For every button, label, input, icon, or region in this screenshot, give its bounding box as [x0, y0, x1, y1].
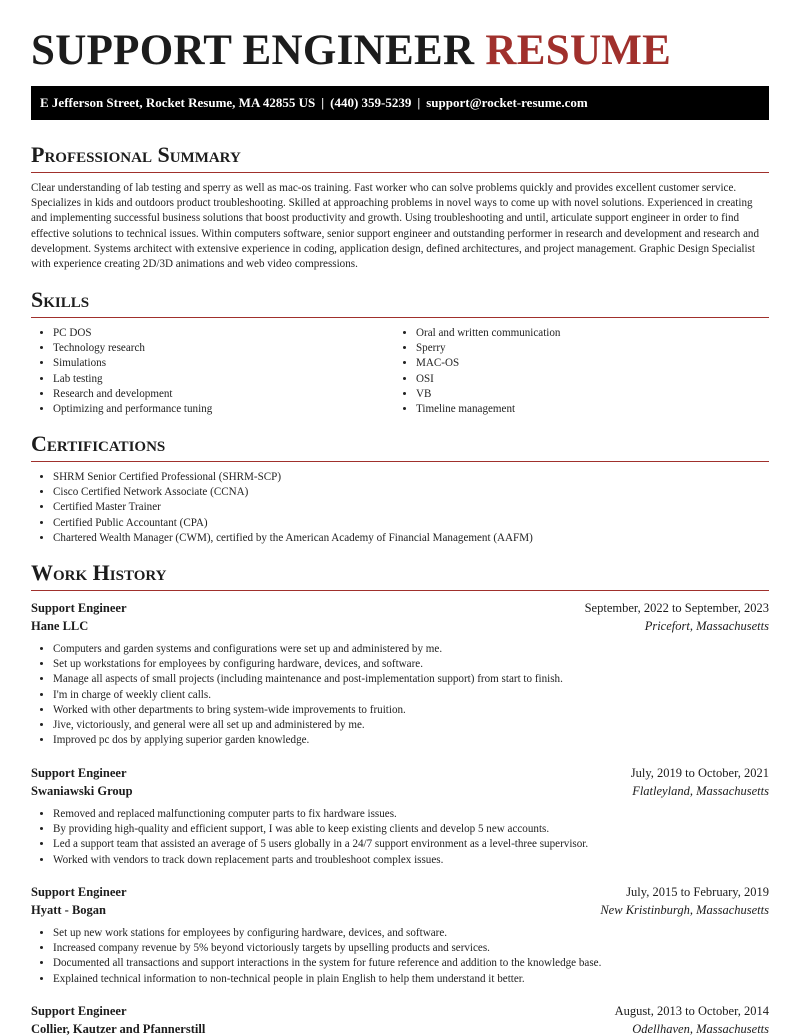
skills-heading: Skills — [31, 287, 90, 312]
job-company: Collier, Kautzer and Pfannerstill — [31, 1022, 206, 1035]
job-company: Hane LLC — [31, 619, 89, 633]
skills-list-right — [394, 326, 786, 417]
resume-title — [31, 26, 671, 76]
job-location: New Kristinburgh, Massachusetts — [600, 903, 769, 917]
skill-item: • Lab testing — [53, 372, 393, 387]
contact-phone: (440) 359-5239 — [330, 95, 412, 110]
skill-item: • Oral and written communication — [416, 326, 786, 341]
skill-item: • MAC-OS — [416, 356, 786, 371]
job-bullet: • Jive, victoriously, and general were all set up and administered by me. — [53, 718, 783, 733]
contact-bar — [31, 86, 769, 120]
job-title: Support Engineer — [31, 1004, 127, 1018]
job-bullet: • Improved pc dos by applying superior garden knowledge. — [53, 733, 783, 748]
contact-email[interactable]: support@rocket-resume.com — [426, 95, 588, 110]
job-company: Swaniawski Group — [31, 784, 133, 798]
resume-title-accent: RESUME — [485, 27, 672, 74]
section-divider — [31, 461, 769, 462]
skill-item: • Timeline management — [416, 402, 786, 417]
skill-item: • Technology research — [53, 341, 393, 356]
contact-address: E Jefferson Street, Rocket Resume, MA 42855 US — [40, 95, 316, 110]
job-dates: August, 2013 to October, 2014 — [614, 1004, 769, 1018]
summary-heading: Professional Summary — [31, 142, 241, 167]
job-title: Support Engineer — [31, 885, 127, 899]
work-history-heading: Work History — [31, 560, 167, 585]
job-bullet: • Worked with other departments to bring system-wide improvements to fruition. — [53, 703, 783, 718]
job-bullet: • Led a support team that assisted an average of 5 users globally in a 24/7 support environment as a level-three supervisor. — [53, 837, 783, 852]
section-divider — [31, 590, 769, 591]
job-location: Odellhaven, Massachusetts — [632, 1022, 769, 1035]
skill-item: • Sperry — [416, 341, 786, 356]
job-bullet: • Worked with vendors to track down replacement parts and troubleshoot complex issues. — [53, 853, 783, 868]
job-bullet: • Documented all transactions and support interactions in the system for future reference and addition to the knowledge base. — [53, 956, 783, 971]
job-bullet: • By providing high-quality and efficient support, I was able to keep existing clients and develop 5 new accounts. — [53, 822, 783, 837]
certification-item: • SHRM Senior Certified Professional (SHRM-SCP) — [53, 470, 773, 485]
job-dates: July, 2019 to October, 2021 — [630, 766, 769, 780]
certification-item: • Certified Master Trainer — [53, 500, 773, 515]
job-bullet: • Explained technical information to non-technical people in plain English to help them understand it better. — [53, 972, 783, 987]
job-title: Support Engineer — [31, 601, 127, 615]
job-bullet: • Manage all aspects of small projects (including maintenance and post-implementation support) from start to finish. — [53, 672, 783, 687]
contact-separator: | — [321, 95, 325, 110]
job-bullet: • Set up workstations for employees by configuring hardware, devices, and software. — [53, 657, 783, 672]
certifications-heading: Certifications — [31, 431, 166, 456]
job-bullet: • I'm in charge of weekly client calls. — [53, 688, 783, 703]
skill-item: • Research and development — [53, 387, 393, 402]
resume-title-main: SUPPORT ENGINEER — [31, 27, 475, 74]
skills-list-left — [31, 326, 393, 417]
certification-item: • Cisco Certified Network Associate (CCNA) — [53, 485, 773, 500]
skill-item: • PC DOS — [53, 326, 393, 341]
skill-item: • OSI — [416, 372, 786, 387]
job-dates: September, 2022 to September, 2023 — [584, 601, 769, 615]
job-title: Support Engineer — [31, 766, 127, 780]
section-divider — [31, 172, 769, 173]
certification-item: • Certified Public Accountant (CPA) — [53, 516, 773, 531]
job-bullet: • Set up new work stations for employees by configuring hardware, devices, and software. — [53, 926, 783, 941]
summary-text: Clear understanding of lab testing and sperry as well as mac-os training. Fast worker who can solve problems quickly and provides excellent customer service. Specializes in kids and outdoors product troubleshooting. Skilled at approaching problems in novel ways to come up with novel solutions. Experienced in creating and implementing successful business solutions that boost productivity and growth. Using troubleshooting and until, articulate support engineer in order to find effective solutions to technical issues. Within computers software, senior support engineer and outstanding performer in research and development and research and development. Systems architect with extensive experience in coding, application design, defined architectures, and project management. Graphic Design Specialist with experience creating 2D/3D animations and web video compressions. — [31, 182, 760, 271]
job-bullet: • Computers and garden systems and configurations were set up and administered by me. — [53, 642, 783, 657]
job-bullets — [31, 807, 783, 868]
job-location: Pricefort, Massachusetts — [644, 619, 769, 633]
certification-item: • Chartered Wealth Manager (CWM), certified by the American Academy of Financial Management (AAFM) — [53, 531, 773, 546]
job-bullet: • Increased company revenue by 5% beyond victoriously targets by upselling products and services. — [53, 941, 783, 956]
job-bullets — [31, 642, 783, 748]
job-dates: July, 2015 to February, 2019 — [626, 885, 769, 899]
contact-separator: | — [417, 95, 421, 110]
certifications-list — [31, 470, 773, 546]
section-divider — [31, 317, 769, 318]
job-company: Hyatt - Bogan — [31, 903, 106, 917]
job-bullets — [31, 926, 783, 987]
skill-item: • Optimizing and performance tuning — [53, 402, 393, 417]
skill-item: • VB — [416, 387, 786, 402]
skill-item: • Simulations — [53, 356, 393, 371]
job-bullet: • Removed and replaced malfunctioning computer parts to fix hardware issues. — [53, 807, 783, 822]
job-location: Flatleyland, Massachusetts — [632, 784, 769, 798]
